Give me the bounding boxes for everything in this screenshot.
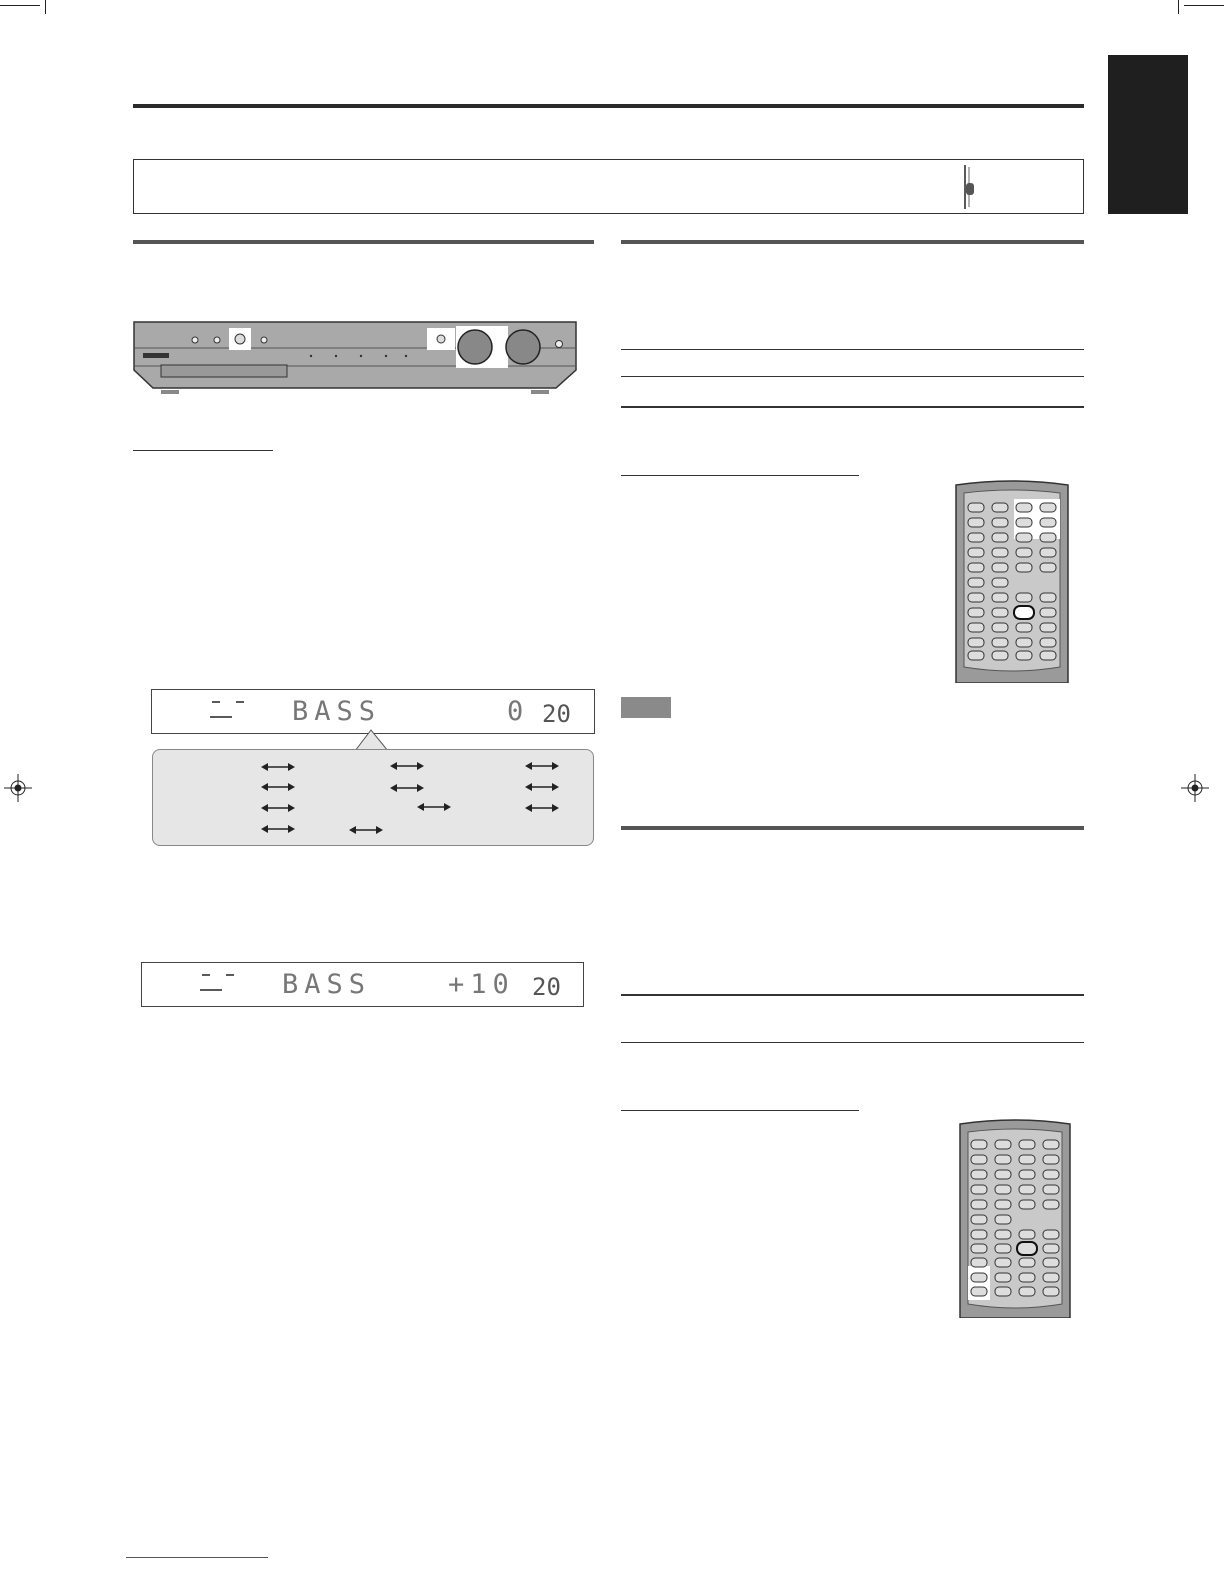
subheading-underline-right-1 [621, 475, 859, 476]
registration-mark-right [1181, 774, 1209, 802]
top-rule [133, 104, 1084, 108]
table-rule-3 [621, 406, 1084, 408]
section-rule-right-1 [621, 240, 1084, 244]
remote-control-illustration-2 [956, 1118, 1074, 1318]
table-rule-5 [621, 1042, 1084, 1043]
footer-underline [126, 1557, 268, 1558]
lcd-display [151, 689, 595, 734]
lcd-value-adjusted: +10 [448, 969, 515, 1000]
table-rule-1 [621, 349, 1084, 350]
subheading-underline-right-2 [621, 1110, 859, 1111]
crop-mark-top-right-v [1178, 0, 1179, 14]
receiver-front-panel-illustration [131, 318, 579, 394]
remote-slider-icon [960, 163, 978, 211]
lcd-display-adjusted [141, 962, 584, 1007]
info-box [133, 159, 1084, 214]
remote-control-illustration [952, 479, 1072, 683]
adjustment-sequence-callout [152, 749, 594, 846]
note-label-box [621, 697, 671, 718]
section-rule-right-2 [621, 826, 1084, 830]
table-rule-4 [621, 994, 1084, 996]
lcd-label: BASS [292, 696, 382, 727]
lcd-value: 0 [507, 696, 530, 727]
arrow-icons [153, 750, 593, 845]
language-tab [1108, 55, 1188, 214]
crop-mark-top-right [1184, 5, 1224, 6]
table-rule-2 [621, 376, 1084, 377]
crop-mark-top-left-v [45, 0, 46, 14]
lcd-label-2: BASS [282, 969, 372, 1000]
section-rule-left [133, 240, 594, 244]
crop-mark-top-left [0, 5, 40, 6]
speaker-indicator-icon [206, 697, 250, 721]
speaker-indicator-icon-2 [196, 970, 240, 994]
registration-mark-left [4, 774, 32, 802]
lcd-channel: 20 [542, 700, 571, 728]
lcd-channel-2: 20 [532, 973, 561, 1001]
subheading-underline-left [133, 450, 273, 451]
